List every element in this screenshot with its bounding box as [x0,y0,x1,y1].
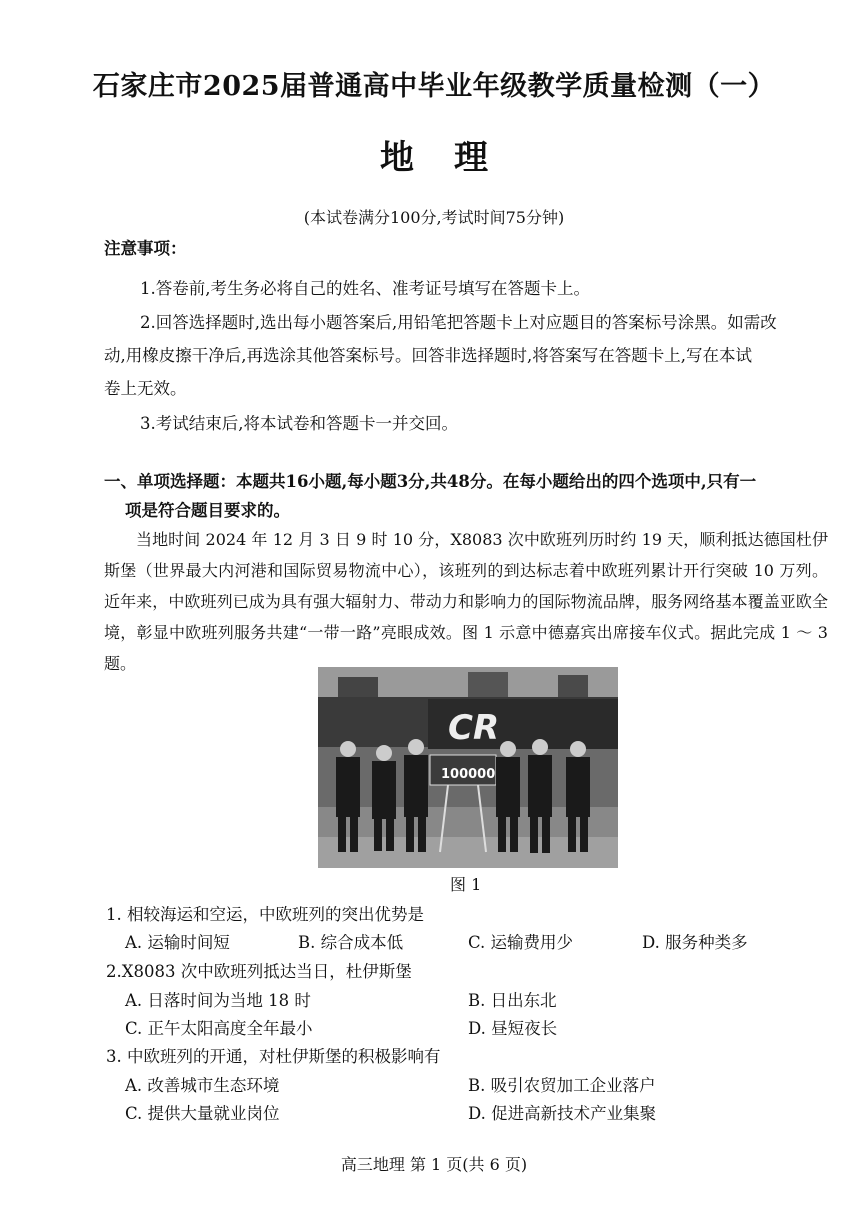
figure-1-photo [318,667,618,868]
option: A. 日落时间为当地 18 时 [125,991,311,1010]
passage: 当地时间 2024 年 12 月 3 日 9 时 10 分，X8083 次中欧班列历时约 19 天，顺利抵达德国杜伊斯堡（世界最大内河港和国际贸易物流中心），该班列的到达标志着中欧班列累计开行突破 10 万列。近年来，中欧班列已成为具有强大辐射力、带动力和影响力的国际物流品牌，服务网络基本覆盖亚欧全境，彰显中欧班列服务共建“一带一路”亮眼成效。图 1 示意中德嘉宾出席接车仪式。据此完成 1 ～ 3 题。 [104,530,828,673]
exam-info: (本试卷满分100分,考试时间75分钟) [303,208,565,227]
subject-title: 地理 [380,138,528,178]
option: B. 综合成本低 [298,933,404,952]
sign-text: 100000 [441,767,496,782]
option: C. 正午太阳高度全年最小 [125,1019,313,1038]
exam-title: 石家庄市2025届普通高中毕业年级教学质量检测（一） [92,71,776,102]
banner-text: CR [448,708,500,748]
ceremony-photo-graphic [318,667,618,868]
section-heading-cont: 项是符合题目要求的。 [125,501,290,520]
question-stem: 2.X8083 次中欧班列抵达当日，杜伊斯堡 [106,962,412,981]
notice-item: 3.考试结束后,将本试卷和答题卡一并交回。 [140,414,458,433]
option: B. 日出东北 [468,991,557,1010]
page-footer: 高三地理 第 1 页(共 6 页) [340,1155,528,1174]
option: D. 昼短夜长 [468,1019,558,1038]
section-heading: 一、单项选择题：本题共16小题,每小题3分,共48分。在每小题给出的四个选项中,只有一 [104,472,757,491]
option: D. 服务种类多 [642,933,748,952]
option: A. 运输时间短 [125,933,230,952]
notice-item: 1.答卷前,考生务必将自己的姓名、准考证号填写在答题卡上。 [140,279,590,298]
option: B. 吸引农贸加工企业落户 [468,1076,656,1095]
figure-caption: 图 1 [450,875,482,894]
notice-item: 卷上无效。 [104,379,187,398]
notice-item: 2.回答选择题时,选出每小题答案后,用铅笔把答题卡上对应题目的答案标号涂黑。如需改 [140,313,777,332]
notice-heading: 注意事项： [104,239,187,258]
question-stem: 3. 中欧班列的开通，对杜伊斯堡的积极影响有 [106,1047,441,1066]
option: C. 运输费用少 [468,933,574,952]
option: C. 提供大量就业岗位 [125,1104,280,1123]
question-stem: 1. 相较海运和空运，中欧班列的突出优势是 [106,905,424,924]
option: A. 改善城市生态环境 [125,1076,280,1095]
notice-item: 动,用橡皮擦干净后,再选涂其他答案标号。回答非选择题时,将答案写在答题卡上,写在本试 [104,346,752,365]
option: D. 促进高新技术产业集聚 [468,1104,657,1123]
